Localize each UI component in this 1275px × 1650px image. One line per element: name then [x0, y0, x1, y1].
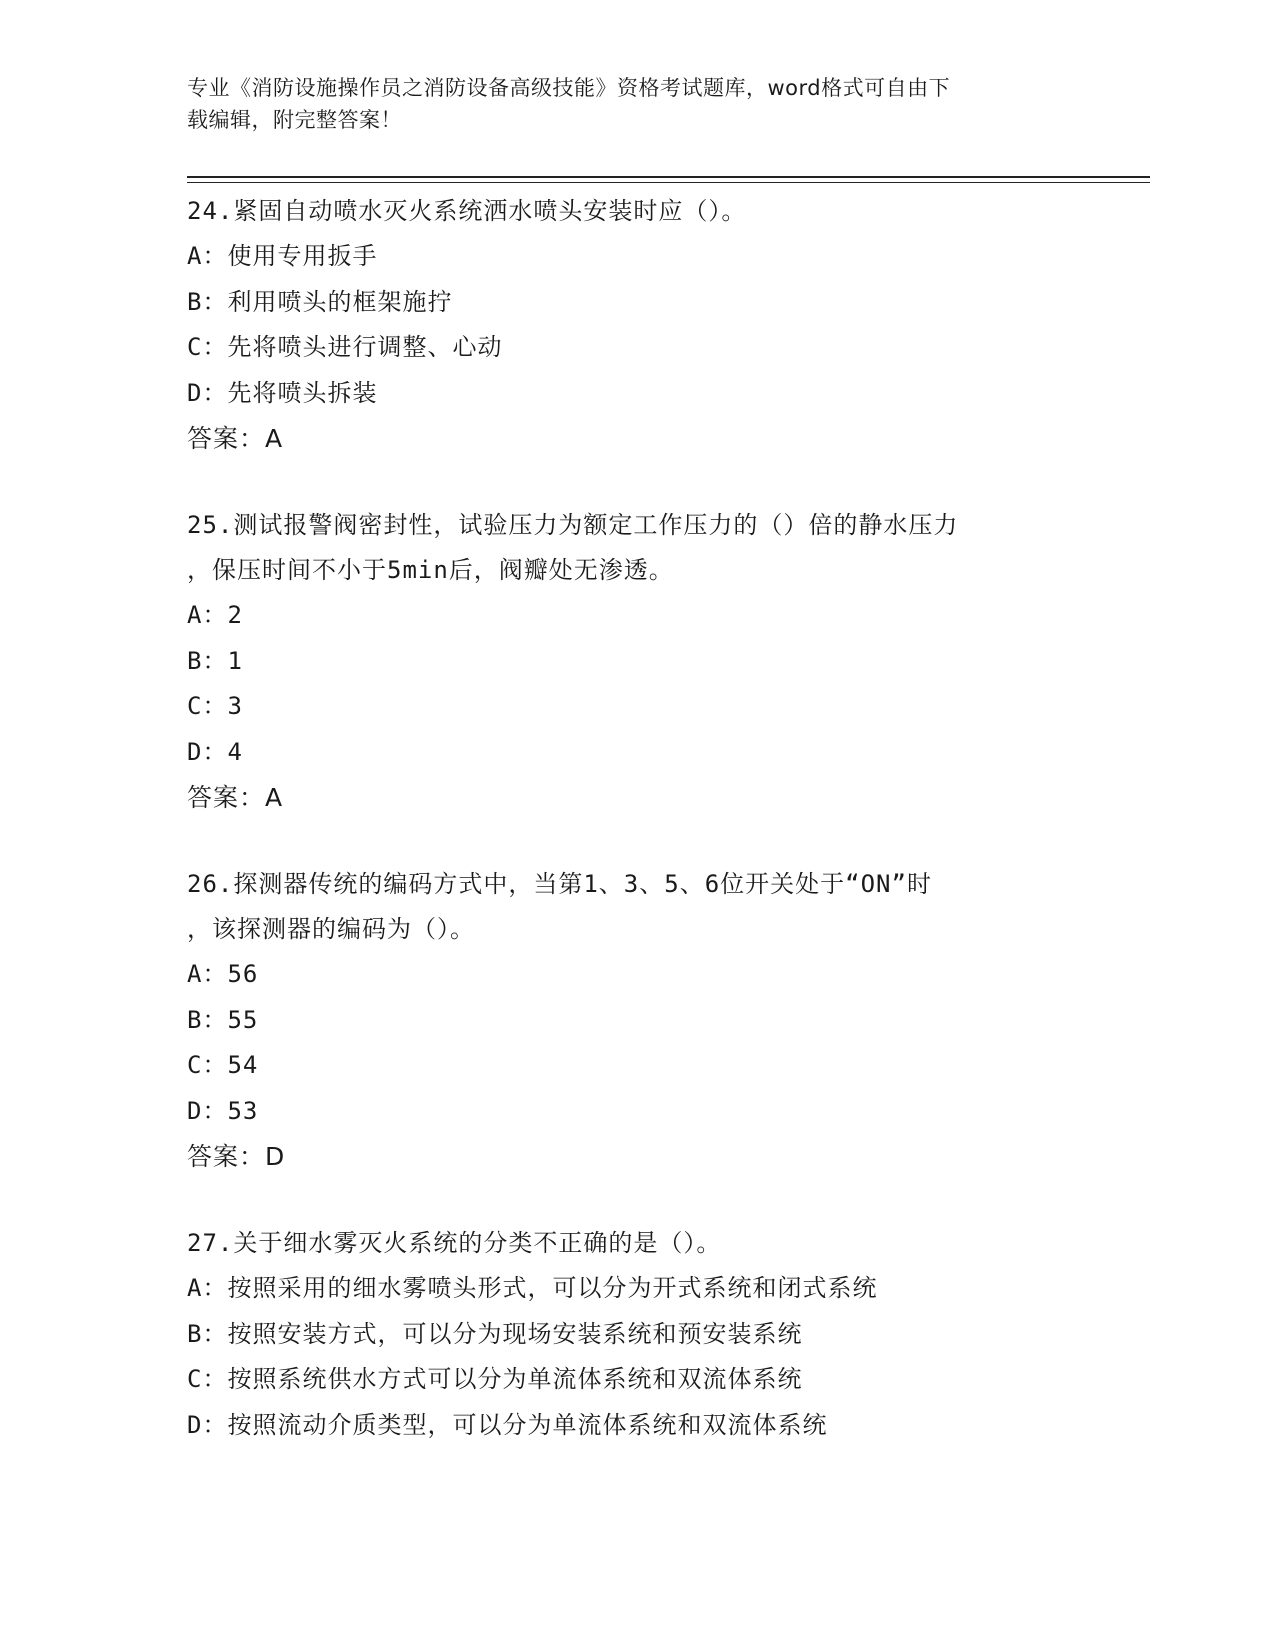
option-b: B：利用喷头的框架施拧	[187, 287, 453, 316]
option-b: B：按照安装方式，可以分为现场安装系统和预安装系统	[187, 1319, 803, 1348]
question-list	[187, 189, 1087, 1490]
answer-line: 答案：A	[187, 424, 284, 453]
question-text: 27.关于细水雾灭火系统的分类不正确的是（）。	[187, 1229, 722, 1257]
answer-line: 答案：D	[187, 1142, 286, 1171]
option-a: A：使用专用扳手	[187, 242, 378, 270]
option-c: C：54	[187, 1051, 259, 1079]
question-text-continued: ，该探测器的编码为（）。	[187, 915, 475, 943]
option-d: D：按照流动介质类型，可以分为单流体系统和双流体系统	[187, 1410, 828, 1439]
option-a: A：按照采用的细水雾喷头形式，可以分为开式系统和闭式系统	[187, 1274, 878, 1302]
page-header	[187, 72, 1067, 136]
question-text: 25.测试报警阀密封性，试验压力为额定工作压力的（）倍的静水压力	[187, 511, 959, 539]
option-d: D：先将喷头拆装	[187, 378, 378, 407]
option-b: B：1	[187, 646, 243, 675]
header-line-2: 载编辑，附完整答案！	[187, 108, 402, 132]
question-text: 24.紧固自动喷水灭火系统洒水喷头安装时应（）。	[187, 197, 747, 225]
option-a: A：2	[187, 601, 243, 629]
question-27	[187, 1221, 1087, 1448]
header-line-1: 专业《消防设施操作员之消防设备高级技能》资格考试题库，word格式可自由下	[187, 76, 951, 100]
header-divider	[187, 176, 1150, 183]
option-d: D：53	[187, 1096, 259, 1125]
question-25	[187, 503, 1087, 820]
option-d: D：4	[187, 737, 243, 766]
option-c: C：3	[187, 692, 243, 720]
option-a: A：56	[187, 960, 259, 988]
question-24	[187, 189, 1087, 461]
option-c: C：按照系统供水方式可以分为单流体系统和双流体系统	[187, 1365, 803, 1393]
question-text-continued: ，保压时间不小于5min后，阀瓣处无渗透。	[187, 556, 674, 584]
question-26	[187, 862, 1087, 1179]
option-c: C：先将喷头进行调整、心动	[187, 333, 503, 361]
answer-line: 答案：A	[187, 783, 284, 812]
option-b: B：55	[187, 1005, 259, 1034]
question-text: 26.探测器传统的编码方式中，当第1、3、5、6位开关处于“ON”时	[187, 870, 932, 898]
